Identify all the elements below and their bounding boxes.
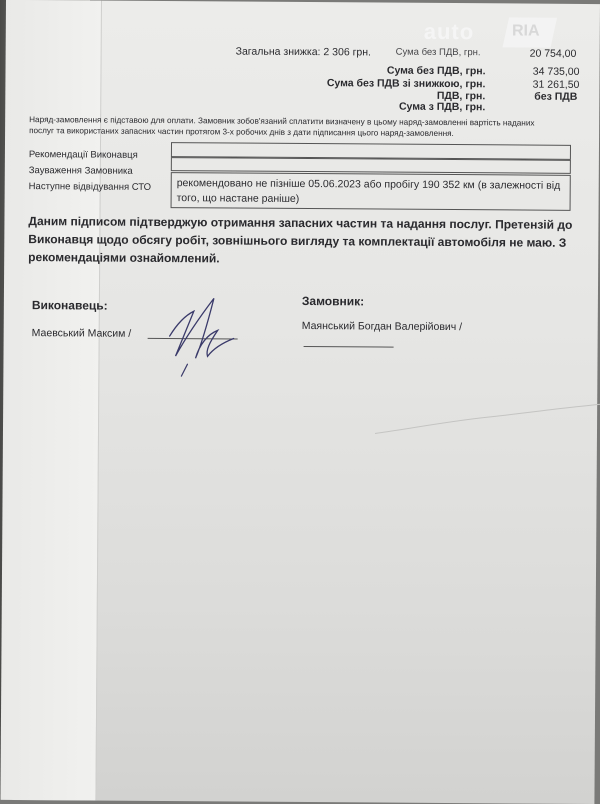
totals-top-value: 20 754,00 <box>529 47 577 60</box>
notice-line: послуг та використаних запасних частин протягом 3-х робочих днів з дати підписання цього наряд-замовлення. <box>29 126 454 139</box>
document-page <box>12 0 600 804</box>
customer-name: Маянський Богдан Валерійович / <box>301 319 463 334</box>
watermark-ria-text: RIA <box>511 22 540 40</box>
executor-signature <box>157 286 248 382</box>
remarks-field <box>171 157 571 174</box>
totals-row-value: 34 735,00 <box>532 65 580 78</box>
paper-crease <box>375 398 600 440</box>
next-visit-label: Наступне відвідування СТО <box>28 181 152 193</box>
recommendations-label: Рекомендації Виконавця <box>28 149 138 161</box>
confirmation-line: Виконавця щодо обсягу робіт, зовнішнього вигляду та комплектації автомобіля не маю. З <box>28 232 567 250</box>
notice-line: Наряд-замовлення є підставою для оплати. Замовник зобов'язаний сплатити визначену в цьому наряд-замовленні вартість наданих <box>29 115 535 128</box>
confirmation-line: Даним підписом підтверджую отримання запасних частин та надання послуг. Претензій до <box>28 214 573 232</box>
totals-row-label: Сума без ПДВ зі знижкою, грн. <box>326 77 486 91</box>
watermark-auto-text: auto <box>423 18 475 45</box>
customer-label: Замовник: <box>301 293 365 309</box>
executor-name: Маевський Максим / <box>31 327 132 340</box>
totals-row-value: 31 261,50 <box>532 78 580 91</box>
totals-top-label: Сума без ПДВ, грн. <box>395 46 481 59</box>
totals-row-value: без ПДВ <box>534 90 578 103</box>
confirmation-line: рекомендаціями ознайомлений. <box>28 250 220 266</box>
remarks-label: Зауваження Замовника <box>28 165 133 177</box>
totals-row-label: ПДВ, грн. <box>436 89 486 103</box>
totals-row-label: Сума без ПДВ, грн. <box>386 64 486 78</box>
next-visit-text: того, що настане раніше) <box>176 192 300 205</box>
customer-signature-line <box>304 346 394 348</box>
next-visit-text: рекомендовано не пізніше 05.06.2023 або пробігу 190 352 км (в залежності від <box>176 177 561 192</box>
executor-label: Виконавець: <box>31 298 108 313</box>
total-discount: Загальна знижка: 2 306 грн. <box>235 45 372 59</box>
totals-row-label: Сума з ПДВ, грн. <box>398 100 486 114</box>
watermark-ria-badge <box>502 17 557 47</box>
